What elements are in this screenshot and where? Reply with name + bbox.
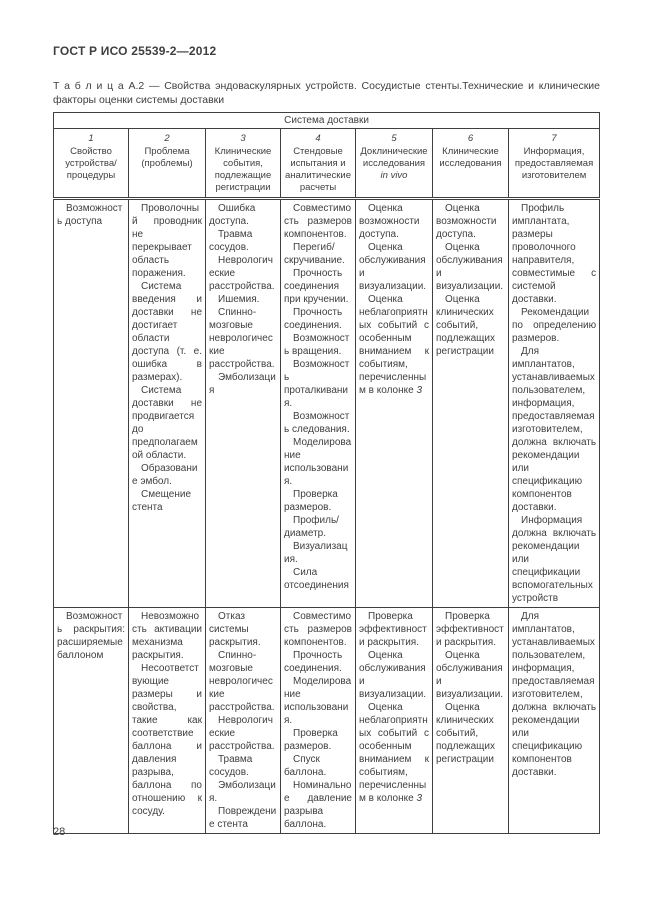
cell-paragraph: Несоответствующие размеры и свойства, такие как соответствие баллона и давления разрыва, баллона по отношению к сосуду.	[132, 663, 202, 817]
column-header-2	[129, 129, 206, 199]
column-label: Клинические события, подлежащие регистрации	[214, 146, 272, 193]
cell-paragraph: Возможность вращения.	[284, 333, 350, 357]
table-title: Система доставки	[54, 113, 600, 129]
cell-paragraph: Проверка размеров.	[284, 728, 338, 752]
cell-paragraph: Оценка обслуживания и визуализации.	[359, 242, 427, 292]
cell-paragraph: Невозможность активации механизма раскрытия.	[132, 611, 202, 661]
cell-paragraph: Прочность соединения при кручении.	[284, 268, 349, 305]
cell-paragraph: Образование эмбол.	[132, 463, 198, 487]
table-cell	[54, 199, 129, 608]
table-cell	[206, 608, 281, 834]
cell-paragraph: Эмболизация	[209, 372, 276, 396]
cell-paragraph: Оценка клинических событий, подлежащих регистрации	[436, 702, 495, 765]
table-cell	[509, 199, 600, 608]
cell-paragraph: Рекомендации по определению размеров.	[512, 307, 597, 344]
cell-paragraph: Неврологические расстройства.	[209, 255, 275, 292]
cell-paragraph: Оценка обслуживания и визуализации.	[436, 242, 504, 292]
cell-paragraph: Оценка клинических событий, подлежащих регистрации	[436, 294, 495, 357]
cell-paragraph: Для имплантатов, устанавливаемых пользователем, информация, предоставляемая изготовителем, должна включать рекомендации или спецификацию компонентов доставки.	[512, 346, 597, 513]
table-cell	[129, 608, 206, 834]
cell-paragraph: Отказ системы раскрытия.	[209, 611, 261, 648]
cell-paragraph: Оценка возможности доступа.	[436, 203, 497, 240]
cell-paragraph: Оценка обслуживания и визуализации.	[359, 650, 427, 700]
cell-paragraph: Возможность следования.	[284, 411, 350, 435]
column-number: 5	[391, 133, 397, 144]
cell-paragraph: Спинно-мозговые неврологические расстройства.	[209, 650, 275, 713]
column-label: Стендовые испытания и аналитические расчеты	[284, 146, 352, 193]
table-cell	[433, 199, 509, 608]
table-cell	[433, 608, 509, 834]
column-label: Свойство устройства/ процедуры	[65, 146, 117, 181]
column-label: Проблема (проблемы)	[141, 146, 193, 169]
cell-paragraph: Оценка возможности доступа.	[359, 203, 420, 240]
cell-paragraph: Проверка размеров.	[284, 489, 338, 513]
cell-paragraph: Проволочный проводник не перекрывает область поражения.	[132, 203, 202, 279]
cell-paragraph: Моделирование использования.	[284, 676, 352, 726]
cell-paragraph: Перегиб/ скручивание.	[284, 242, 345, 266]
page-number: 28	[53, 826, 66, 838]
table-cell	[356, 199, 433, 608]
cell-paragraph: Повреждение стента	[209, 806, 277, 830]
cell-paragraph: Проверка эффективности раскрытия.	[359, 611, 427, 648]
column-header-5	[356, 129, 433, 199]
table-cell	[281, 608, 356, 834]
cell-paragraph: Сила отсоединения	[284, 567, 349, 591]
cell-paragraph: Информация должна включать рекомендации или спецификации вспомогательных устройств	[512, 515, 597, 604]
table-row-access	[54, 199, 600, 608]
cell-paragraph: Профиль/ диаметр.	[284, 515, 339, 539]
column-number: 1	[88, 133, 94, 144]
column-header-row	[54, 129, 600, 199]
cell-paragraph: Моделирование использования.	[284, 437, 352, 487]
cell-paragraph: Смещение стента	[132, 489, 192, 513]
cell-paragraph: Прочность соединения.	[284, 650, 343, 674]
cell-paragraph: Спинно-мозговые неврологические расстройства.	[209, 307, 275, 370]
cell-paragraph: Травма сосудов.	[209, 229, 253, 253]
table-cell	[356, 608, 433, 834]
cell-paragraph: Профиль имплантата, размеры проволочного направителя, совместимые с системой доставки.	[512, 203, 597, 305]
cell-paragraph: Ошибка доступа.	[209, 203, 256, 227]
cell-paragraph: Неврологические расстройства.	[209, 715, 275, 752]
cell-paragraph: Совместимость размеров компонентов.	[284, 611, 352, 648]
cell-paragraph: Спуск баллона.	[284, 754, 327, 778]
table-title-row	[54, 113, 600, 129]
column-number: 2	[164, 133, 170, 144]
cell-paragraph: Возможность доступа	[57, 203, 123, 227]
table-cell	[206, 199, 281, 608]
cell-paragraph: Проверка эффективности раскрытия.	[436, 611, 504, 648]
cell-paragraph: Визуализация.	[284, 541, 348, 565]
table-cell	[54, 608, 129, 834]
cell-paragraph: Ишемия.	[218, 294, 260, 305]
cell-paragraph: Возможность проталкивания.	[284, 359, 350, 409]
column-number: 3	[240, 133, 246, 144]
cell-paragraph: Оценка обслуживания и визуализации.	[436, 650, 504, 700]
table-a2	[53, 112, 600, 834]
table-caption: Т а б л и ц а А.2 — Свойства эндоваскулярных устройств. Сосудистые стенты.Технические и клинические факторы оценки системы доставки	[53, 80, 600, 106]
column-label: Доклинические исследования in vivo	[360, 146, 428, 181]
cell-paragraph: Возможность раскрытия: расширяемые баллоном	[57, 611, 125, 661]
cell-paragraph: Номинальное давление разрыва баллона.	[284, 780, 352, 830]
cell-paragraph: Оценка неблагоприятных событий с особенным вниманием к событиям, перечисленным в колонке 3	[359, 702, 429, 804]
column-header-7	[509, 129, 600, 199]
table-row-deployment	[54, 608, 600, 834]
cell-paragraph: Оценка неблагоприятных событий с особенным вниманием к событиям, перечисленным в колонке 3	[359, 294, 429, 396]
column-label: Информация, предоставляемая изготовителем	[514, 146, 594, 181]
cell-paragraph: Для имплантатов, устанавливаемых пользователем, информация, предоставляемая изготовителем, должна включать рекомендации или спецификацию компонентов доставки.	[512, 611, 597, 778]
column-number: 4	[315, 133, 321, 144]
column-header-1	[54, 129, 129, 199]
standard-code: ГОСТ Р ИСО 25539-2—2012	[53, 44, 217, 58]
cell-paragraph: Эмболизация.	[209, 780, 276, 804]
column-label: Клинические исследования	[439, 146, 502, 169]
column-number: 7	[551, 133, 557, 144]
column-header-4	[281, 129, 356, 199]
table-cell	[129, 199, 206, 608]
column-number: 6	[467, 133, 474, 144]
cell-paragraph: Система введения и доставки не достигает области доступа (т. е. ошибка в размерах).	[132, 281, 202, 383]
column-header-6	[433, 129, 509, 199]
cell-paragraph: Прочность соединения.	[284, 307, 343, 331]
table-cell	[281, 199, 356, 608]
cell-paragraph: Травма сосудов.	[209, 754, 253, 778]
column-header-3	[206, 129, 281, 199]
cell-paragraph: Совместимость размеров компонентов.	[284, 203, 352, 240]
table-cell	[509, 608, 600, 834]
cell-paragraph: Система доставки не продвигается до предполагаемой области.	[132, 385, 202, 461]
